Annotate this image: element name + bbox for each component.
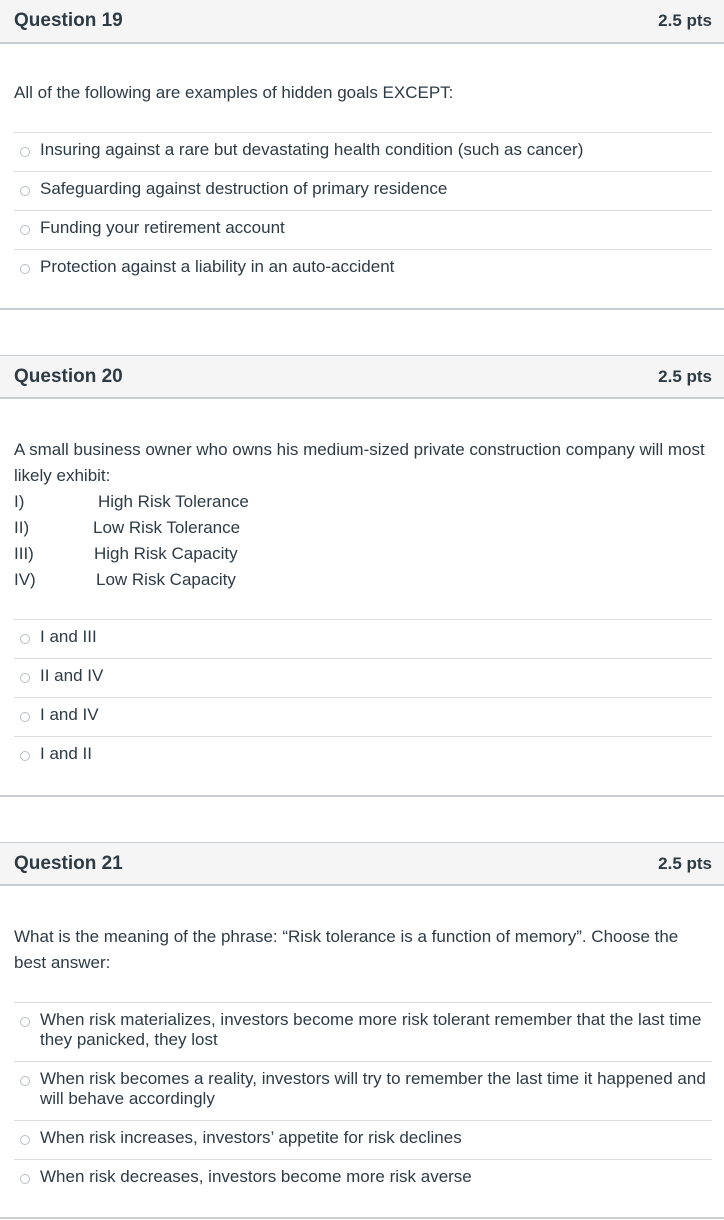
roman-numeral: II) (14, 518, 30, 537)
answer-label: Funding your retirement account (40, 218, 285, 237)
radio-button[interactable] (20, 634, 30, 644)
roman-list-item (14, 541, 714, 567)
question-prompt: What is the meaning of the phrase: “Risk tolerance is a function of memory”. Choose the best answer: (14, 927, 679, 972)
answer-option[interactable] (14, 619, 712, 658)
answer-option[interactable] (14, 1061, 712, 1120)
answer-label: I and III (40, 627, 97, 646)
question-19-header (0, 0, 724, 44)
answer-label: II and IV (40, 666, 104, 685)
roman-item-text: High Risk Capacity (94, 544, 238, 563)
roman-item-text: Low Risk Capacity (96, 570, 236, 589)
answer-label: Insuring against a rare but devastating health condition (such as cancer) (40, 140, 584, 159)
roman-numeral: III) (14, 544, 34, 563)
answer-option[interactable] (14, 1002, 712, 1061)
roman-item-text: High Risk Tolerance (98, 492, 249, 511)
question-divider (0, 795, 724, 797)
answer-list (14, 1002, 712, 1198)
radio-button[interactable] (20, 186, 30, 196)
answer-label: Safeguarding against destruction of primary residence (40, 179, 448, 198)
question-divider (0, 308, 724, 310)
question-prompt: All of the following are examples of hidden goals EXCEPT: (14, 83, 454, 102)
answer-list (14, 619, 712, 775)
answer-option[interactable] (14, 736, 712, 775)
radio-button[interactable] (20, 1076, 30, 1086)
answer-label: Protection against a liability in an auto-accident (40, 257, 395, 276)
question-divider (0, 1217, 724, 1219)
radio-button[interactable] (20, 147, 30, 157)
answer-label: When risk decreases, investors become more risk averse (40, 1167, 472, 1186)
question-20-header (0, 355, 724, 399)
radio-button[interactable] (20, 751, 30, 761)
answer-label: I and IV (40, 705, 99, 724)
question-points: 2.5 pts (658, 854, 712, 873)
radio-button[interactable] (20, 1135, 30, 1145)
radio-button[interactable] (20, 225, 30, 235)
roman-numeral: IV) (14, 570, 36, 589)
radio-button[interactable] (20, 712, 30, 722)
answer-option[interactable] (14, 658, 712, 697)
roman-list-item (14, 489, 714, 515)
question-points: 2.5 pts (658, 367, 712, 386)
answer-label: When risk increases, investors’ appetite for risk declines (40, 1128, 462, 1147)
answer-label: When risk becomes a reality, investors will try to remember the last time it happened and will behave accordingly (40, 1069, 706, 1108)
question-21-header (0, 842, 724, 886)
question-title: Question 20 (14, 366, 123, 387)
radio-button[interactable] (20, 673, 30, 683)
answer-option[interactable] (14, 210, 712, 249)
radio-button[interactable] (20, 1174, 30, 1184)
answer-option[interactable] (14, 697, 712, 736)
roman-list-item (14, 515, 714, 541)
radio-button[interactable] (20, 264, 30, 274)
answer-label: When risk materializes, investors become more risk tolerant remember that the last time they panicked, they lost (40, 1010, 702, 1049)
radio-button[interactable] (20, 1017, 30, 1027)
answer-option[interactable] (14, 1120, 712, 1159)
answer-label: I and II (40, 744, 92, 763)
answer-option[interactable] (14, 249, 712, 288)
question-title: Question 19 (14, 10, 123, 31)
roman-numeral: I) (14, 492, 25, 511)
question-prompt: A small business owner who owns his medium-sized private construction company will most likely exhibit: (14, 440, 705, 485)
answer-option[interactable] (14, 171, 712, 210)
answer-list (14, 132, 712, 288)
question-title: Question 21 (14, 853, 123, 874)
question-prompt-block (14, 437, 714, 593)
answer-option[interactable] (14, 1159, 712, 1198)
answer-option[interactable] (14, 132, 712, 171)
roman-list-item (14, 567, 714, 593)
question-points: 2.5 pts (658, 11, 712, 30)
roman-item-text: Low Risk Tolerance (93, 518, 241, 537)
